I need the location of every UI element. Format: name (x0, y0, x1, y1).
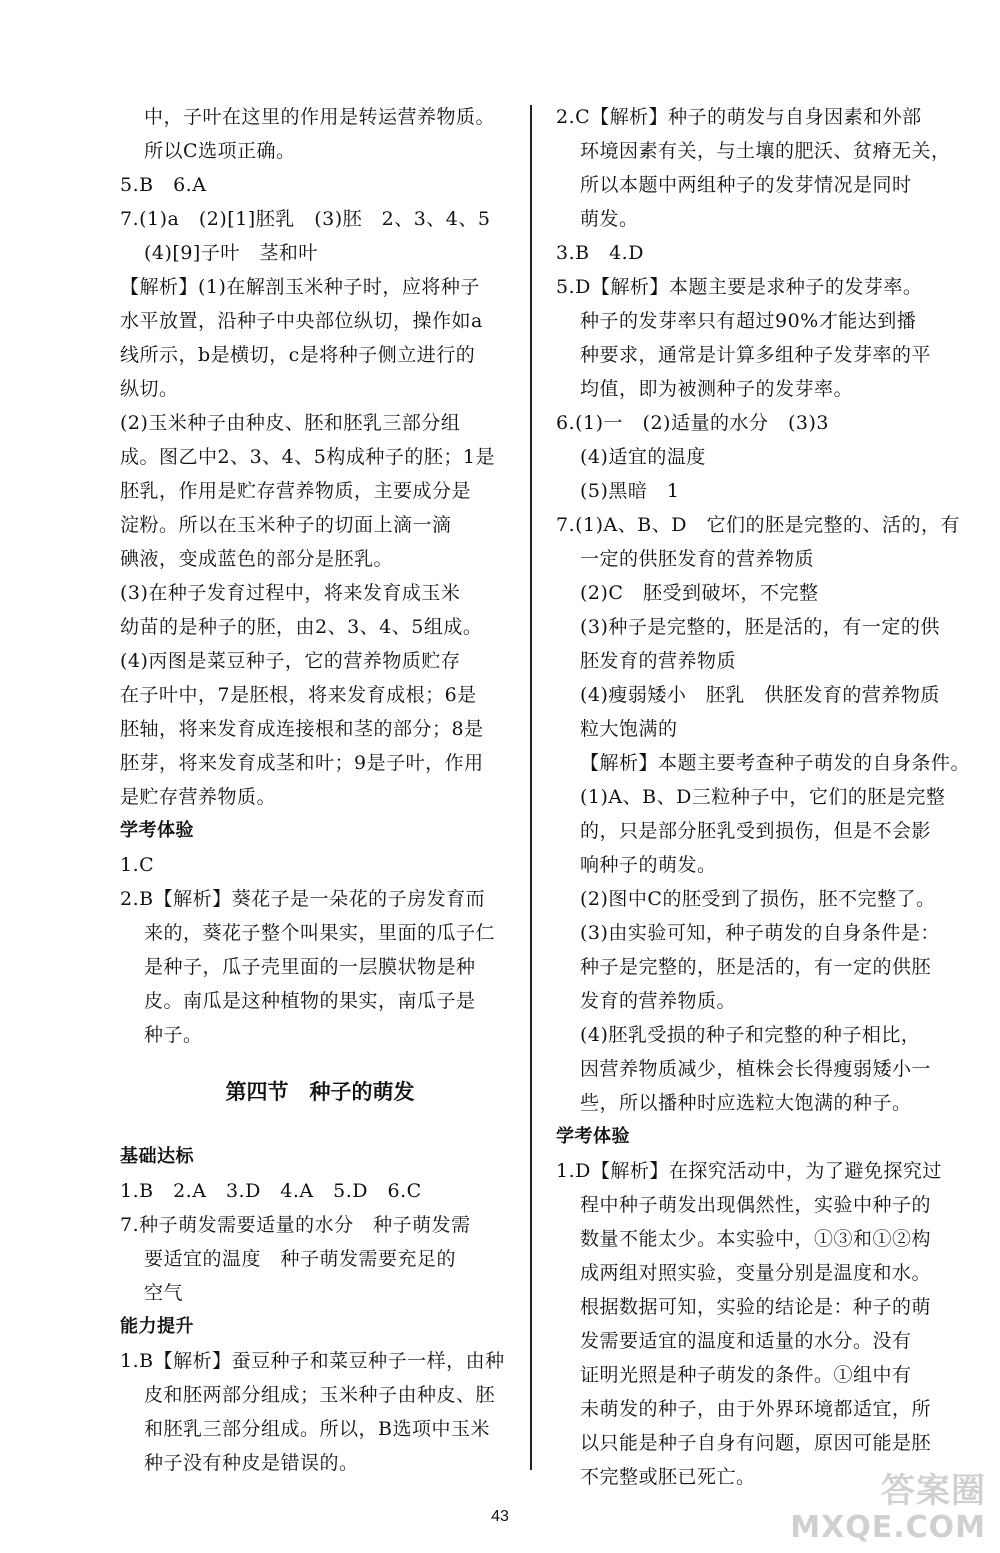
text-line: (3)由实验可知，种子萌发的自身条件是： (580, 922, 940, 944)
text-line: 碘液，变成蓝色的部分是胚乳。 (120, 548, 394, 570)
text-line: 空气 (144, 1282, 184, 1304)
text-line: 5.B 6.A (120, 174, 207, 196)
text-line: 胚芽，将来发育成茎和叶；9是子叶，作用 (120, 752, 484, 774)
text-line: 所以本题中两组种子的发芽情况是同时 (580, 174, 912, 196)
text-line: (4)瘦弱矮小 胚乳 供胚发育的营养物质 (580, 684, 940, 706)
text-line: 在子叶中，7是胚根，将来发育成根；6是 (120, 684, 477, 706)
text-line: 些，所以播种时应选粒大饱满的种子。 (580, 1092, 912, 1114)
text-line: 未萌发的种子，由于外界环境都适宜，所 (580, 1398, 932, 1420)
text-line: (3)在种子发育过程中，将来发育成玉米 (120, 582, 461, 604)
watermark-top: 答案圈 (881, 1471, 986, 1511)
text-line: 种子没有种皮是错误的。 (144, 1452, 359, 1474)
text-line: 7.种子萌发需要适量的水分 种子萌发需 (120, 1214, 471, 1236)
text-line: 2.B【解析】葵花子是一朵花的子房发育而 (120, 888, 486, 910)
text-line: 3.B 4.D (556, 242, 644, 264)
text-line: 中，子叶在这里的作用是转运营养物质。 (144, 106, 496, 128)
text-line: 均值，即为被测种子的发芽率。 (580, 378, 854, 400)
spacer (120, 1122, 520, 1140)
text-line: 一定的供胚发育的营养物质 (580, 548, 815, 570)
text-line: (4)丙图是菜豆种子，它的营养物质贮存 (120, 650, 461, 672)
section-heading: 学考体验 (120, 820, 194, 841)
text-line: 胚乳，作用是贮存营养物质，主要成分是 (120, 480, 472, 502)
text-line: 【解析】(1)在解剖玉米种子时，应将种子 (120, 276, 480, 298)
text-line: 胚轴，将来发育成连接根和茎的部分；8是 (120, 718, 484, 740)
text-line: 根据数据可知，实验的结论是：种子的萌 (580, 1296, 932, 1318)
text-line: 6.(1)一 (2)适量的水分 (3)3 (556, 412, 829, 434)
text-line: (1)A、B、D三粒种子中，它们的胚是完整 (580, 786, 946, 808)
text-line: (5)黑暗 1 (580, 480, 680, 502)
text-line: (4)适宜的温度 (580, 446, 706, 468)
text-line: (2)图中C的胚受到了损伤，胚不完整了。 (580, 888, 936, 910)
text-line: 种子。 (144, 1024, 203, 1046)
text-line: 1.B 2.A 3.D 4.A 5.D 6.C (120, 1180, 422, 1202)
text-line: 环境因素有关，与土壤的肥沃、贫瘠无关， (580, 140, 951, 162)
text-line: 线所示，b是横切，c是将种子侧立进行的 (120, 344, 476, 366)
right-column (556, 100, 971, 1494)
text-line: 和胚乳三部分组成。所以，B选项中玉米 (144, 1418, 490, 1440)
text-line: 种子是完整的，胚是活的，有一定的供胚 (580, 956, 932, 978)
text-line: 2.C【解析】种子的萌发与自身因素和外部 (556, 106, 922, 128)
section-heading: 学考体验 (556, 1126, 630, 1147)
text-line: (4)[9]子叶 茎和叶 (144, 242, 318, 264)
text-line: 水平放置，沿种子中央部位纵切，操作如a (120, 310, 483, 332)
section-title: 第四节 种子的萌发 (225, 1080, 415, 1104)
text-line: 皮和胚两部分组成；玉米种子由种皮、胚 (144, 1384, 496, 1406)
text-line: 7.(1)a (2)[1]胚乳 (3)胚 2、3、4、5 (120, 208, 491, 230)
text-line: 幼苗的是种子的胚，由2、3、4、5组成。 (120, 616, 483, 638)
text-line: 成。图乙中2、3、4、5构成种子的胚；1是 (120, 446, 495, 468)
text-line: 1.C (120, 854, 155, 876)
text-line: 证明光照是种子萌发的条件。①组中有 (580, 1364, 912, 1386)
text-line: 1.D【解析】在探究活动中，为了避免探究过 (556, 1160, 942, 1182)
text-line: 的，只是部分胚乳受到损伤，但是不会影 (580, 820, 932, 842)
text-line: 数量不能太少。本实验中，①③和①②构 (580, 1228, 932, 1250)
text-line: 发需要适宜的温度和适量的水分。没有 (580, 1330, 912, 1352)
text-line: 以只能是种子自身有问题，原因可能是胚 (580, 1432, 932, 1454)
watermark-bottom: MXQE.COM (790, 1510, 986, 1545)
text-line: 淀粉。所以在玉米种子的切面上滴一滴 (120, 514, 452, 536)
text-line: 1.B【解析】蚕豆种子和菜豆种子一样，由种 (120, 1350, 505, 1372)
text-line: 不完整或胚已死亡。 (580, 1466, 756, 1488)
text-line: 【解析】本题主要考查种子萌发的自身条件。 (580, 752, 971, 774)
text-line: 程中种子萌发出现偶然性，实验中种子的 (580, 1194, 932, 1216)
left-column (120, 100, 520, 1480)
text-line: 5.D【解析】本题主要是求种子的发芽率。 (556, 276, 923, 298)
section-heading: 能力提升 (120, 1316, 194, 1337)
text-line: 所以C选项正确。 (144, 140, 296, 162)
text-line: 胚发育的营养物质 (580, 650, 737, 672)
text-line: (3)种子是完整的，胚是活的，有一定的供 (580, 616, 940, 638)
section-heading: 基础达标 (120, 1146, 194, 1167)
text-line: 响种子的萌发。 (580, 854, 717, 876)
text-line: 皮。南瓜是这种植物的果实，南瓜子是 (144, 990, 476, 1012)
text-line: 种要求，通常是计算多组种子发芽率的平 (580, 344, 932, 366)
text-line: 纵切。 (120, 378, 179, 400)
watermark-logo (790, 1472, 986, 1545)
text-line: 萌发。 (580, 208, 639, 230)
text-line: 因营养物质减少，植株会长得瘦弱矮小一 (580, 1058, 932, 1080)
text-line: 7.(1)A、B、D 它们的胚是完整的、活的，有 (556, 514, 960, 536)
text-line: 来的，葵花子整个叫果实，里面的瓜子仁 (144, 922, 496, 944)
text-line: (2)玉米种子由种皮、胚和胚乳三部分组 (120, 412, 461, 434)
text-line: 发育的营养物质。 (580, 990, 737, 1012)
text-line: 是贮存营养物质。 (120, 786, 277, 808)
text-line: 粒大饱满的 (580, 718, 678, 740)
page-number: 43 (491, 1508, 509, 1525)
text-line: 要适宜的温度 种子萌发需要充足的 (144, 1248, 457, 1270)
text-line: 是种子，瓜子壳里面的一层膜状物是种 (144, 956, 476, 978)
column-divider (530, 105, 532, 1470)
text-line: (4)胚乳受损的种子和完整的种子相比， (580, 1024, 921, 1046)
text-line: 成两组对照实验，变量分别是温度和水。 (580, 1262, 932, 1284)
text-line: 种子的发芽率只有超过90%才能达到播 (580, 310, 917, 332)
text-line: (2)C 胚受到破坏，不完整 (580, 582, 819, 604)
